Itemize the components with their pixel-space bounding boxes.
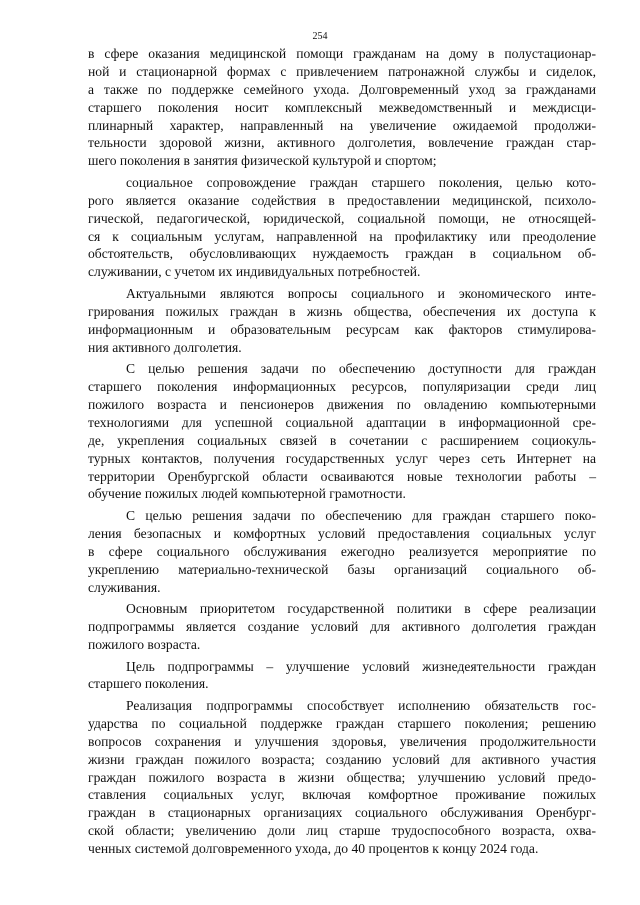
text-line: Реализация подпрограммы способствует исполнению обязательств гос- <box>126 697 596 713</box>
text-line: граждан пожилого возраста в жизни общества; улучшению условий предо- <box>88 769 596 785</box>
text-line: жизни граждан пожилого возраста; созданию условий для активного участия <box>88 751 596 767</box>
text-line: социальное сопровождение граждан старшего поколения, целью кото- <box>126 174 596 190</box>
text-line: шего поколения в занятия физической культурой и спортом; <box>88 153 437 169</box>
text-line: тельности здоровой жизни, активного долголетия, вовлечение граждан стар- <box>88 135 596 151</box>
text-line: пожилого возраста. <box>88 636 201 652</box>
text-line: ной и стационарной формах с привлечением патронажной службы и сиделок, <box>88 63 596 79</box>
text-line: старшего поколения информационных ресурсов, популяризации среди лиц <box>88 379 596 395</box>
text-line: граждан в стационарных организациях социального обслуживания Оренбург- <box>88 805 596 821</box>
text-line: Актуальными являются вопросы социального и экономического инте- <box>126 285 596 301</box>
paragraph <box>88 45 596 170</box>
paragraph <box>88 174 596 281</box>
text-line: С целью решения задачи по обеспечению для граждан старшего поко- <box>126 508 596 524</box>
text-line: ставления социальных услуг, включая комфортное проживание пожилых <box>88 787 596 803</box>
paragraph <box>88 658 596 694</box>
text-line: турных контактов, получения государственных услуг через сеть Интернет на <box>88 450 596 466</box>
paragraph <box>88 507 596 596</box>
text-line: подпрограммы является создание условий для активного долголетия граждан <box>88 619 596 635</box>
text-line: ния активного долголетия. <box>88 339 242 355</box>
page-number: 254 <box>312 31 328 42</box>
paragraph <box>88 697 596 858</box>
paragraph <box>88 285 596 357</box>
paragraph <box>88 600 596 654</box>
text-line: служивания. <box>88 579 161 595</box>
text-line: технологиями для успешной социальной адаптации в информационной сре- <box>88 414 596 430</box>
text-line: Основным приоритетом государственной политики в сфере реализации <box>126 601 596 617</box>
text-line: ления безопасных и комфортных условий предоставления социальных услуг <box>88 525 596 541</box>
text-line: ской области; увеличению доли лиц старше трудоспособного возраста, охва- <box>88 823 596 839</box>
text-line: укреплению материально-технической базы организаций социального об- <box>88 561 596 577</box>
text-line: плинарный характер, направленный на увеличение ожидаемой продолжи- <box>88 117 596 133</box>
text-line: а также по поддержке семейного ухода. Долговременный уход за гражданами <box>88 81 596 97</box>
text-line: ударства по социальной поддержке граждан старшего поколения; решению <box>88 715 596 731</box>
body-text <box>88 45 596 862</box>
text-line: территории Оренбургской области осваиваются новые технологии работы – <box>88 468 596 484</box>
text-line: вопросов сохранения и улучшения здоровья, увеличения продолжительности <box>88 733 596 749</box>
text-line: ся к социальным услугам, направленной на профилактику или преодоление <box>88 228 596 244</box>
text-line: обучение пожилых людей компьютерной грамотности. <box>88 486 406 502</box>
text-line: старшего поколения. <box>88 676 209 692</box>
text-line: обстоятельств, обусловливающих нуждаемость граждан в социальном об- <box>88 246 596 262</box>
text-line: в сфере социального обслуживания ежегодно реализуется мероприятие по <box>88 543 596 559</box>
text-line: ченных системой долговременного ухода, до 40 процентов к концу 2024 года. <box>88 841 539 857</box>
text-line: старшего поколения носит комплексный межведомственный и междисци- <box>88 99 596 115</box>
text-line: информационным и образовательным ресурсам как факторов стимулирова- <box>88 321 596 337</box>
text-line: в сфере оказания медицинской помощи гражданам на дому в полустационар- <box>88 46 596 61</box>
text-line: грирования пожилых граждан в жизнь общества, обеспечения их доступа к <box>88 303 596 319</box>
text-line: пожилого возраста и пенсионеров движения по овладению компьютерными <box>88 396 596 412</box>
text-line: рого является оказание содействия в предоставлении медицинской, психоло- <box>88 192 596 208</box>
text-line: служивании, с учетом их индивидуальных потребностей. <box>88 264 421 280</box>
text-line: Цель подпрограммы – улучшение условий жизнедеятельности граждан <box>126 658 596 674</box>
paragraph <box>88 360 596 503</box>
text-line: де, укрепления социальных связей в сочетании с расширением социокуль- <box>88 432 596 448</box>
text-line: С целью решения задачи по обеспечению доступности для граждан <box>126 361 596 377</box>
text-line: гической, педагогической, юридической, социальной помощи, не относящей- <box>88 210 596 226</box>
